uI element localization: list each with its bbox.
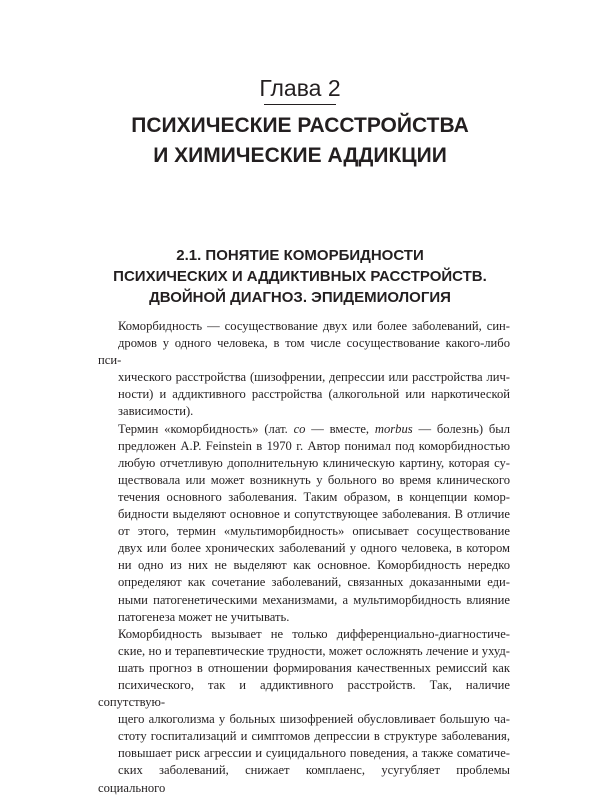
text-line: психического, так и аддиктивного расстройств. Так, наличие сопутствую- bbox=[98, 677, 510, 710]
text-fragment: — вместе, bbox=[305, 421, 375, 436]
text-line: ских заболеваний, снижает комплаенс, усугубляет проблемы социального bbox=[98, 763, 510, 795]
text-line: хического расстройства (шизофрении, депрессии или расстройства лич- bbox=[118, 370, 510, 385]
text-line: зависимости). bbox=[118, 404, 194, 419]
section-title-line: ДВОЙНОЙ ДИАГНОЗ. ЭПИДЕМИОЛОГИЯ bbox=[149, 289, 451, 306]
latin-term-co: co bbox=[293, 421, 306, 436]
text-line: ности) и аддиктивного расстройства (алкогольной или наркотической bbox=[118, 387, 510, 402]
text-line: предложен A.P. Feinstein в 1970 г. Автор понимал под коморбидностью bbox=[118, 438, 510, 453]
text-line: повышает риск агрессии и суицидального поведения, а также соматиче- bbox=[118, 746, 510, 761]
text-line: ни одно из них не выделяют как основное. Коморбидность нередко bbox=[118, 558, 510, 573]
text-line: патогенеза может не учитывать. bbox=[118, 609, 290, 624]
text-fragment: — болезнь) был bbox=[412, 421, 510, 436]
text-line: Коморбидность — сосуществование двух или более заболеваний, син- bbox=[118, 319, 510, 333]
section-title bbox=[0, 245, 600, 308]
text-line: двух или более хронических заболеваний у одного человека, в котором bbox=[118, 541, 510, 556]
text-line: щего алкоголизма у больных шизофренией обусловливает большую ча- bbox=[118, 712, 510, 727]
text-line: шать прогноз в отношении формирования качественных ремиссий как bbox=[118, 660, 510, 675]
body-text bbox=[98, 318, 510, 797]
text-line: бидности выделяют основное и сопутствующее заболевания. В отличие bbox=[118, 507, 510, 522]
chapter-label: Глава 2 bbox=[259, 75, 341, 101]
section-title-line: ПСИХИЧЕСКИХ И АДДИКТИВНЫХ РАССТРОЙСТВ. bbox=[113, 268, 487, 285]
text-line: любую отчетливую дополнительную клиническую картину, которая су- bbox=[118, 455, 510, 470]
latin-term-morbus: morbus bbox=[374, 421, 413, 436]
text-line: ществовала или может возникнуть у больного во время клинического bbox=[118, 472, 510, 487]
text-line bbox=[98, 421, 510, 438]
text-line: дромов у одного человека, в том числе сосуществование какого-либо пси- bbox=[98, 336, 510, 368]
paragraph-2 bbox=[98, 421, 510, 626]
text-line: ными патогенетическими механизмами, а мультиморбидность влияние bbox=[118, 592, 510, 607]
paragraph-1 bbox=[98, 318, 510, 421]
text-line: Коморбидность вызывает не только дифференциально-диагностиче- bbox=[118, 626, 510, 641]
chapter-title-line: ПСИХИЧЕСКИЕ РАССТРОЙСТВА bbox=[131, 114, 469, 137]
text-line: течения основного заболевания. Таким образом, в концепции комор- bbox=[118, 489, 510, 504]
text-line: от этого, термин «мультиморбидность» описывает сосуществование bbox=[118, 524, 510, 539]
section-title-line: 2.1. ПОНЯТИЕ КОМОРБИДНОСТИ bbox=[176, 247, 424, 264]
chapter-underline bbox=[264, 104, 336, 105]
text-fragment: Термин «коморбидность» (лат. bbox=[118, 421, 294, 436]
text-line: стоту госпитализаций и симптомов депрессии в структуре заболевания, bbox=[118, 729, 510, 744]
chapter-title bbox=[0, 111, 600, 171]
paragraph-3 bbox=[98, 626, 510, 797]
text-line: ские, но и терапевтические трудности, может осложнять лечение и ухуд- bbox=[118, 643, 510, 658]
chapter-title-line: И ХИМИЧЕСКИЕ АДДИКЦИИ bbox=[153, 144, 447, 167]
text-line: определяют как сочетание заболеваний, связанных доказанными еди- bbox=[118, 575, 510, 590]
